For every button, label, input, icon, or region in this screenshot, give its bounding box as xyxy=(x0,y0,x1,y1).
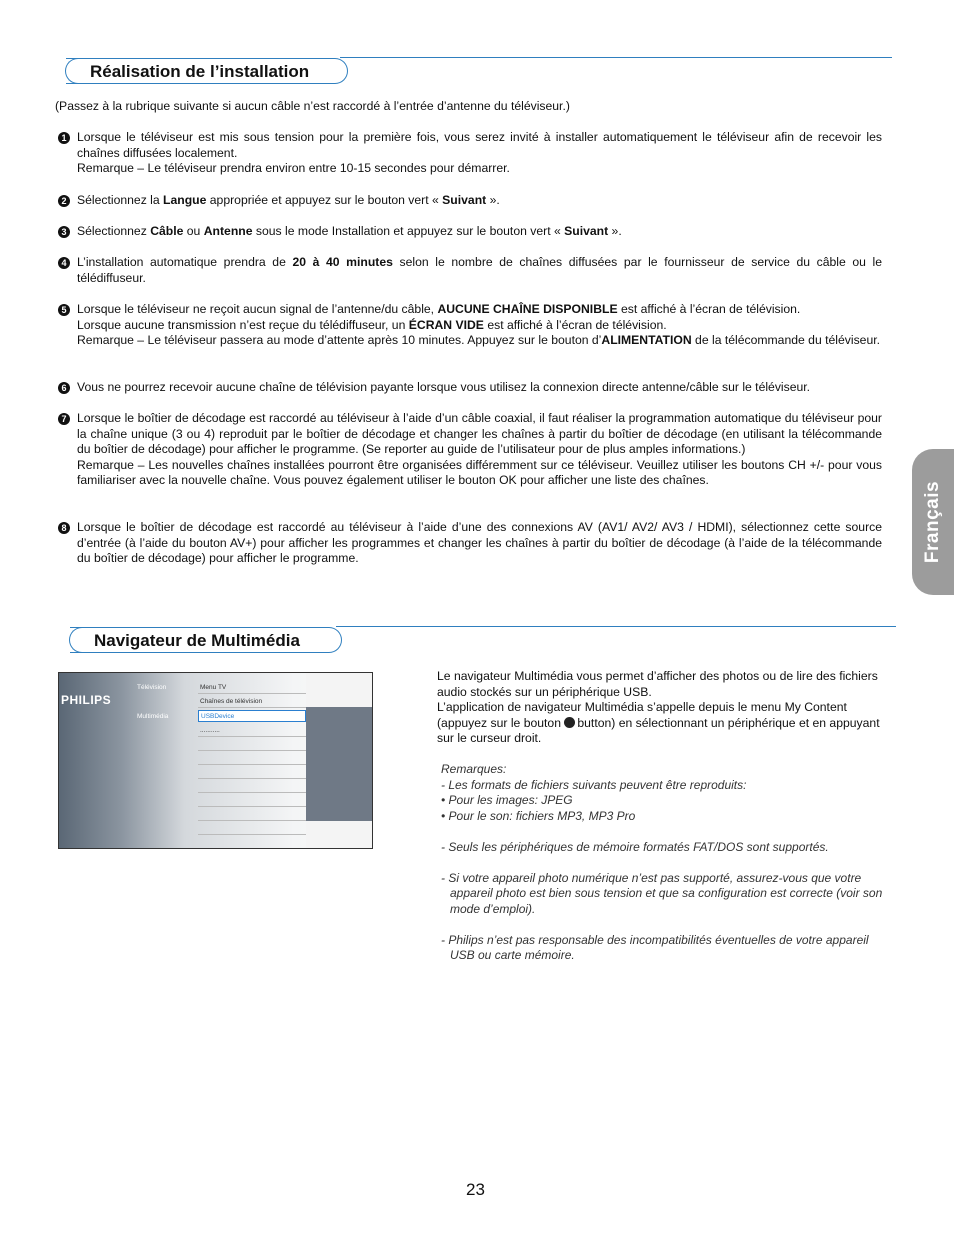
step-number: 8 xyxy=(58,522,70,534)
notes-images: • Pour les images: JPEG xyxy=(441,793,573,807)
menu-label-multimedia: Multimédia xyxy=(137,713,169,720)
step-4 xyxy=(58,255,882,286)
section-rule xyxy=(336,626,896,627)
menu-right-panel xyxy=(306,673,373,849)
notes-sound: • Pour le son: fichiers MP3, MP3 Pro xyxy=(441,808,636,823)
page-number: 23 xyxy=(466,1180,485,1199)
notes xyxy=(441,762,891,964)
step-remark: Remarque – Le téléviseur passera au mode d’attente après 10 minutes. Appuyez sur le bouton d’ALIMENTATION de la télécommande du téléviseur. xyxy=(77,333,880,348)
philips-logo: PHILIPS xyxy=(61,693,112,707)
step-number: 4 xyxy=(58,257,70,269)
menu-label-television: Télévision xyxy=(137,684,167,691)
section-title-installation: Réalisation de l’installation xyxy=(66,58,348,84)
menu-item-chaines: Chaînes de télévision xyxy=(198,696,306,708)
step-number: 2 xyxy=(58,195,70,207)
step-text-2: Lorsque aucune transmission n’est reçue du télédiffuseur, un ÉCRAN VIDE est affiché à l’écran de télévision. xyxy=(77,317,667,332)
section-title-multimedia: Navigateur de Multimédia xyxy=(70,627,342,653)
step-5 xyxy=(58,302,882,349)
step-number: 6 xyxy=(58,382,70,394)
notes-formats: - Les formats de fichiers suivants peuvent être reproduits: xyxy=(441,777,747,792)
step-text: Vous ne pourrez recevoir aucune chaîne de télévision payante lorsque vous utilisez la connexion directe antenne/câble sur le téléviseur. xyxy=(77,380,811,394)
step-number: 1 xyxy=(58,132,70,144)
notes-fat: - Seuls les périphériques de mémoire formatés FAT/DOS sont supportés. xyxy=(441,839,829,854)
step-remark: Remarque – Le téléviseur prendra environ entre 10-15 secondes pour démarrer. xyxy=(77,161,510,176)
step-number: 3 xyxy=(58,226,70,238)
step-6 xyxy=(58,380,882,396)
multimedia-body: Le navigateur Multimédia vous permet d’afficher des photos ou de lire des fichiers audio stockés sur un périphérique USB. L’application de navigateur Multimédia s’appelle depuis le menu My Content (appuyez sur le bouton button) en sélectionnant un périphérique et en appuyant sur le curseur droit. xyxy=(437,669,880,746)
step-text: Lorsque le téléviseur est mis sous tension pour la première fois, vous serez invité à installer automatiquement le téléviseur afin de recevoir les chaînes diffusées localement. xyxy=(77,130,882,160)
step-text: Lorsque le boîtier de décodage est raccordé au téléviseur à l’aide d’un câble coaxial, il faut réaliser la programmation automatique du téléviseur pour la chaîne unique (3 ou 4) reproduit par le boîtier de décodage et changer les chaînes à partir du boîtier de décodage (en utilisant la télécommande du boîtier de décodage) pour afficher le programme. (Se reporter au guide de l’utilisateur pour de plus amples informations.) xyxy=(77,411,882,457)
notes-title: Remarques: xyxy=(441,762,507,776)
notes-philips: - Philips n’est pas responsable des incompatibilités éventuelles de votre appareil USB ou carte mémoire. xyxy=(441,932,869,962)
step-2 xyxy=(58,193,882,209)
step-number: 7 xyxy=(58,413,70,425)
notes-camera: - Si votre appareil photo numérique n’est pas supporté, assurez-vous que votre appareil photo est bien sous tension et que sa configuration est correcte (voir son mode d’emploi). xyxy=(441,870,883,916)
menu-item-usbdevice: USBDevice xyxy=(198,710,306,722)
mycontent-icon xyxy=(564,717,575,728)
menu-item-more: ........... xyxy=(198,725,306,737)
step-text: Sélectionnez la Langue appropriée et appuyez sur le bouton vert « Suivant ». xyxy=(77,193,500,207)
step-text: L’installation automatique prendra de 20 à 40 minutes selon le nombre de chaînes diffusées par le fournisseur de service du câble ou le télédiffuseur. xyxy=(77,255,882,285)
step-number: 5 xyxy=(58,304,70,316)
step-text: Sélectionnez Câble ou Antenne sous le mode Installation et appuyez sur le bouton vert « Suivant ». xyxy=(77,224,622,238)
step-3 xyxy=(58,224,882,240)
step-7 xyxy=(58,411,882,489)
step-text: Lorsque le téléviseur ne reçoit aucun signal de l’antenne/du câble, AUCUNE CHAÎNE DISPONIBLE est affiché à l’écran de télévision. xyxy=(77,302,801,316)
tv-menu-screenshot xyxy=(58,672,373,849)
step-text: Lorsque le boîtier de décodage est raccordé au téléviseur à l’aide d’une des connexions AV (AV1/ AV2/ AV3 / HDMI), sélectionnez cette source d’entrée (à l’aide du bouton AV+) pour afficher les programmes et changer les chaînes à partir du boîtier de décodage (à l’aide de la télécommande du boîtier de décodage) pour afficher le programme. xyxy=(77,520,882,566)
section-rule xyxy=(340,57,892,58)
menu-item-menu-tv: Menu TV xyxy=(198,682,306,694)
step-remark: Remarque – Les nouvelles chaînes installées pourront être organisées différemment sur ce téléviseur. Veuillez utiliser les boutons CH +/- pour vous familiariser avec la nouvelle chaîne. Vous pouvez également utiliser le bouton OK pour afficher une liste des chaînes. xyxy=(77,457,882,488)
step-1 xyxy=(58,130,882,177)
language-tab: Français xyxy=(912,449,954,595)
step-8 xyxy=(58,520,882,567)
intro-text: (Passez à la rubrique suivante si aucun câble n’est raccordé à l’entrée d’antenne du téléviseur.) xyxy=(55,99,570,113)
